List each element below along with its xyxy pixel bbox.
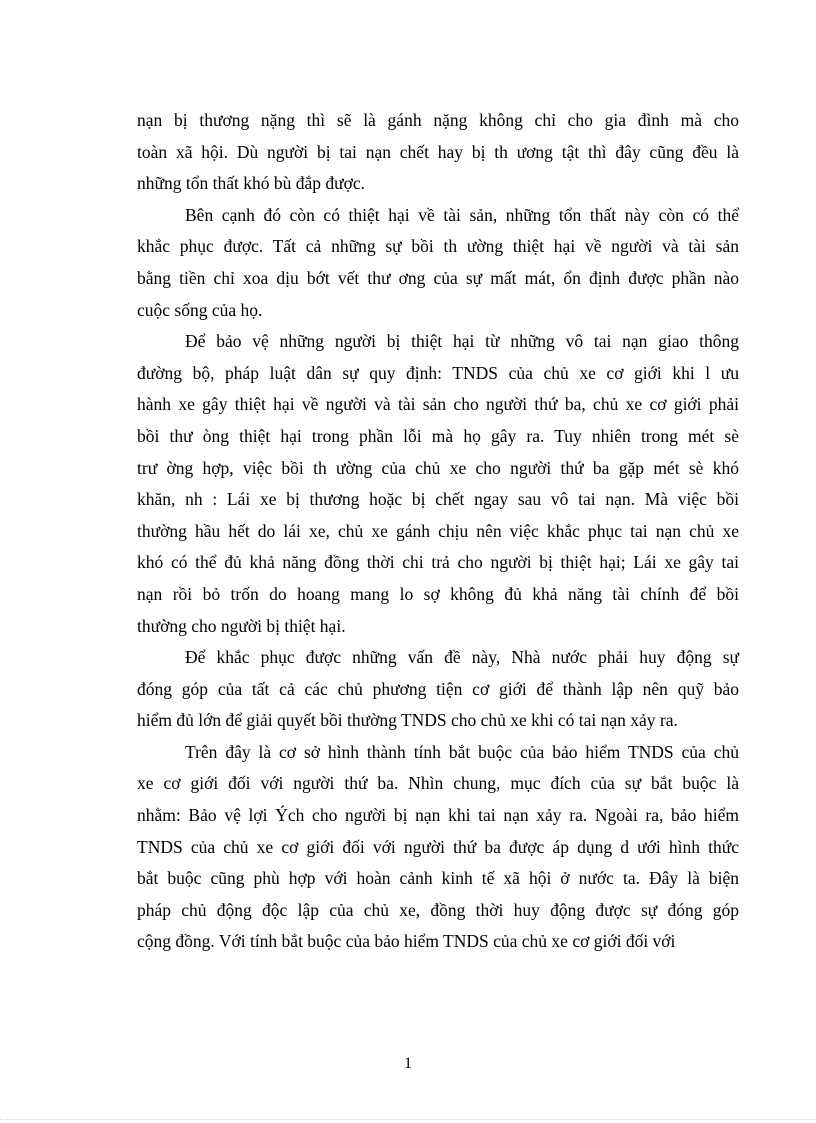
text-line: TNDS của chủ xe cơ giới đối với người thứ ba được áp dụng d ưới hình thức (137, 836, 739, 857)
paragraph (137, 642, 739, 737)
body-text (137, 105, 739, 958)
text-line: pháp chủ động độc lập của chủ xe, đồng thời huy động được sự đóng góp (137, 899, 739, 920)
text-line: Để bảo vệ những người bị thiệt hại từ những vô tai nạn giao thông (185, 331, 739, 352)
text-line: bằng tiền chỉ xoa dịu bớt vết thư ơng của sự mất mát, ổn định được phần nào (137, 267, 739, 288)
text-line: đóng góp của tất cả các chủ phương tiện cơ giới để thành lập nên quỹ bảo (137, 678, 739, 699)
text-line: nạn rồi bỏ trốn do hoang mang lo sợ không đủ khả năng tài chính để bồi (137, 583, 739, 604)
text-line: đường bộ, pháp luật dân sự quy định: TNDS của chủ xe cơ giới khi l ưu (137, 362, 739, 383)
paragraph (137, 737, 739, 958)
text-line: cộng đồng. Với tính bắt buộc của bảo hiểm TNDS của chủ xe cơ giới đối với (137, 931, 676, 952)
text-line: thường hầu hết do lái xe, chủ xe gánh chịu nên việc khắc phục tai nạn chủ xe (137, 520, 739, 541)
text-line: nạn bị thương nặng thì sẽ là gánh nặng không chỉ cho gia đình mà cho (137, 110, 739, 130)
text-line: thường cho người bị thiệt hại. (137, 615, 346, 636)
text-line: bồi thư òng thiệt hại trong phần lỗi mà họ gây ra. Tuy nhiên trong mét sè (137, 425, 739, 446)
text-line: nhằm: Bảo vệ lợi Ých cho người bị nạn khi tai nạn xảy ra. Ngoài ra, bảo hiểm (137, 805, 739, 826)
text-line: bắt buộc cũng phù hợp với hoàn cảnh kinh tế xã hội ở nước ta. Đây là biện (137, 868, 739, 889)
text-line: cuộc sống của họ. (137, 299, 263, 320)
paragraph (137, 326, 739, 642)
text-line: Để khắc phục được những vấn đề này, Nhà nước phải huy động sự (185, 647, 739, 668)
paragraph (137, 200, 739, 326)
text-line: hiểm đủ lớn để giải quyết bồi thường TNDS cho chủ xe khi có tai nạn xảy ra. (137, 710, 678, 731)
text-line: khó có thể đủ khả năng đồng thời chi trả cho người bị thiệt hại; Lái xe gây tai (137, 552, 739, 573)
text-line: toàn xã hội. Dù người bị tai nạn chết hay bị th ương tật thì đây cũng đều là (137, 141, 739, 162)
text-line: trư ờng hợp, việc bồi th ường của chủ xe cho người thứ ba gặp mét sè khó (137, 457, 739, 478)
text-line: khăn, nh : Lái xe bị thương hoặc bị chết ngay sau vô tai nạn. Mà việc bồi (137, 489, 739, 510)
text-line: Bên cạnh đó còn có thiệt hại về tài sản, những tổn thất này còn có thể (185, 204, 739, 225)
text-line: những tổn thất khó bù đắp được. (137, 173, 365, 194)
text-line: khắc phục được. Tất cả những sự bồi th ường thiệt hại về người và tài sản (137, 236, 739, 257)
text-line: Trên đây là cơ sở hình thành tính bắt buộc của bảo hiểm TNDS của chủ (185, 741, 739, 762)
page-bottom-divider (0, 1119, 816, 1120)
paragraph (137, 105, 739, 200)
page-number: 1 (404, 1055, 412, 1072)
text-line: xe cơ giới đối với người thứ ba. Nhìn chung, mục đích của sự bắt buộc là (137, 773, 739, 794)
text-line: hành xe gây thiệt hại về người và tài sản cho người thứ ba, chủ xe cơ giới phải (137, 394, 739, 415)
